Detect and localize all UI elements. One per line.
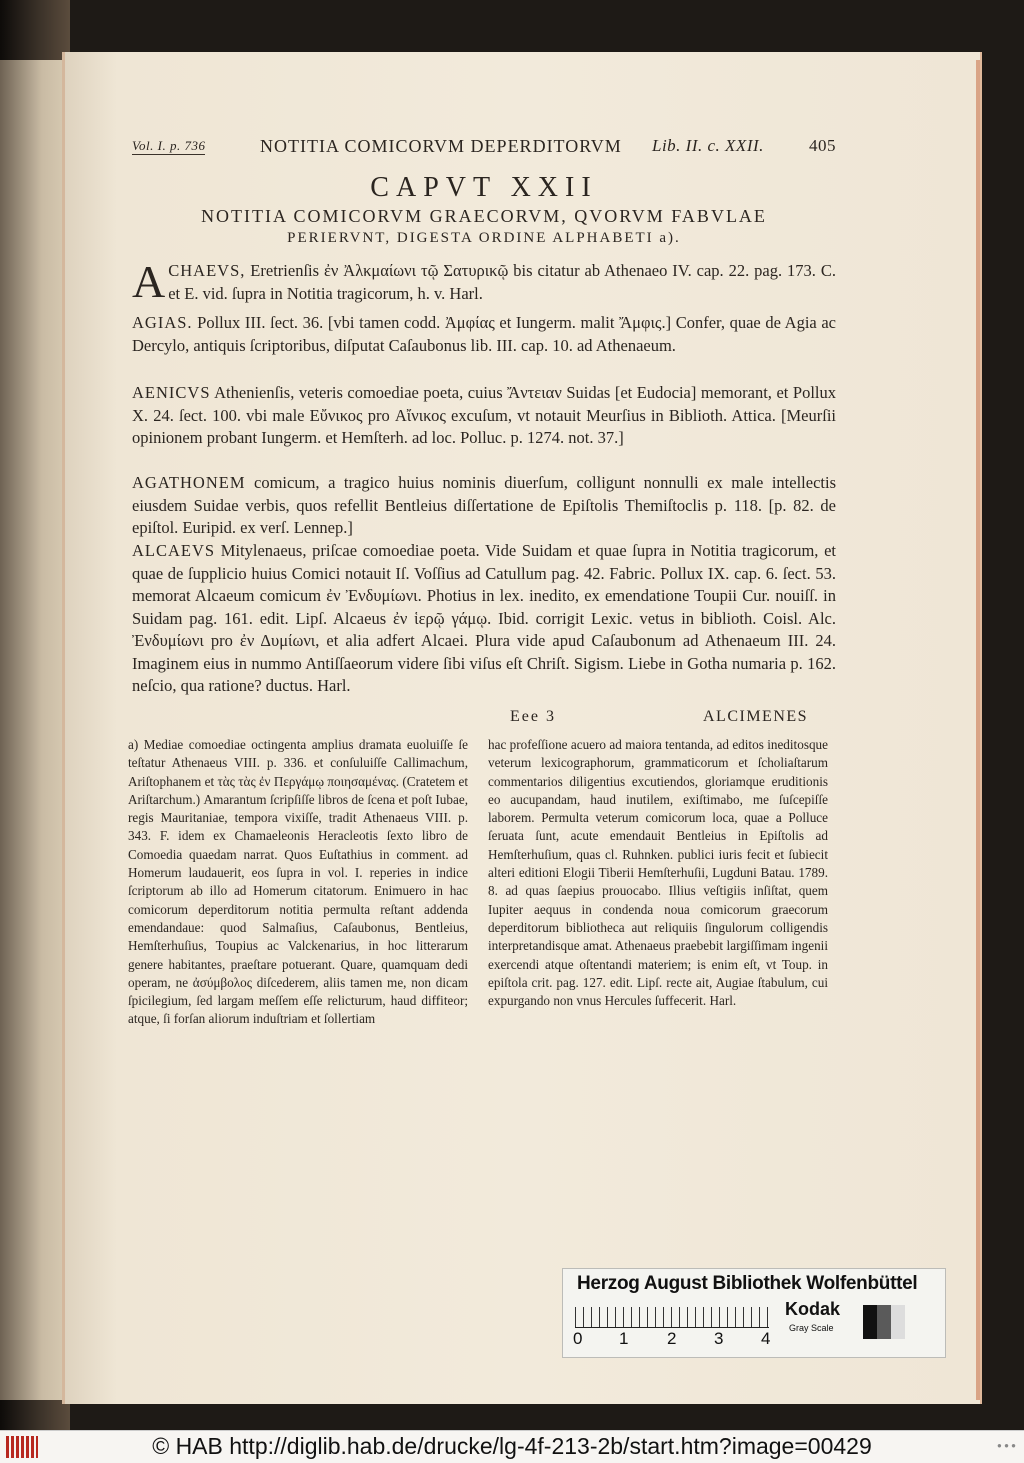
chapter-heading: CAPVT XXII <box>370 172 598 203</box>
entry-agathonem <box>132 472 836 540</box>
footer-dots-icon: ● ● ● <box>997 1441 1016 1450</box>
entry-headword: AGATHONEM <box>132 473 246 492</box>
entry-headword: AENICVS <box>132 383 211 402</box>
entry-text: Eretrienſis ἐν Ἀλκμαίωνι τῷ Σατυρικῷ bis citatur ab Athenaeo IV. cap. 22. pag. 173. C. et E. vid. ſupra in Notitia tragicorum, h. v. Harl. <box>168 261 836 303</box>
ruler-number: 1 <box>619 1329 629 1348</box>
entry-headword: AGIAS. <box>132 313 193 332</box>
entry-text: Pollux III. ſect. 36. [vbi tamen codd. Ἀμφίας et Iungerm. malit Ἄμφις.] Confer, quae de Agia ac Dercylo, antiquis ſcriptoribus, diſputat Caſaubonus lib. III. cap. 10. ad Athenaeum. <box>132 313 836 355</box>
ruler-number: 2 <box>667 1329 677 1348</box>
drop-cap: A <box>132 256 166 307</box>
book-page <box>62 52 982 1404</box>
chapter-subtitle-line-2: PERIERVNT, DIGESTA ORDINE ALPHABETI a). <box>287 230 681 246</box>
previous-page-edge <box>0 60 70 1400</box>
entry-text: Athenienſis, veteris comoediae poeta, cuius Ἄντειαν Suidas [et Eudocia] memorant, et Pollux X. 24. ſect. 100. vbi male Εὔνικος pro Αἴνικος excuſum, vt notauit Meurſius in Biblioth. Attica. [Meurſii opinionem probant Iungerm. et Hemſterh. ad loc. Polluc. p. 1274. not. 37.] <box>132 383 836 447</box>
entry-agias <box>132 312 836 357</box>
gray-patch-mid <box>877 1305 891 1339</box>
color-target-card <box>562 1268 946 1358</box>
entry-alcaeus <box>132 540 836 698</box>
signature-mark: Eee 3 <box>510 708 556 725</box>
library-name: Herzog August Bibliothek Wolfenbüttel <box>577 1273 918 1294</box>
entry-aenicus <box>132 382 836 450</box>
footnote-right-column: hac profeſſione acuero ad maiora tentanda, ad editos ineditosque veterum lexicographorum, grammaticorum et ſcholiaſtarum commentarios diligentius excutiendos, gloriamque eruditionis eo aucupandam, haud inutilem, exiſtimabo, me ſuſcepiſſe laborem. Permulta veterum comicorum loca, quae a Polluce ſeruata ſunt, acute emendauit Bentleius in Epiſtolis ad Hemſterhuſium, quas cl. Ruhnken. publici iuris fecit et ſubiecit alteri editioni Elogii Tiberii Hemſterhuſii, Lugduni Batau. 1789. 8. ad quas ſaepius prouocabo. Illius veſtigiis inſiſtat, quem Iupiter aequus in condenda noua comicorum graecorum deperditorum bibliotheca aut reliquiis ſingulorum colligendis interpretandisque amat. Athenaeus praebebit largiſſimam ingenii exercendi atque oſtentandi materiem; is enim eſt, vt Toup. in epiſtola crit. pag. 127. edit. Lipſ. recte ait, Augiae ſtabulum, cui expurgando non vnus Hercules ſuffecerit. Harl. <box>488 737 828 1009</box>
running-head <box>132 136 836 160</box>
entry-text: Mitylenaeus, priſcae comoediae poeta. Vide Suidam et quae ſupra in Notitia tragicorum, et quae de ſupplicio huius Comici notauit Iſ. Voſſius ad Catullum pag. 42. Fabric. Pollux IX. cap. 6. ſect. 53. memorat Alcaeum comicum ἐν Ἐνδυμίωνι. Photius in lex. inedito, ex emendatione Toupii Cur. nouiſſ. in Suidam pag. 161. edit. Lipſ. Alcaeus ἐν ἱερῷ γάμῳ. Ibid. corrigit Lexic. vetus in biblioth. Coisl. Alc. Ἐνδυμίωνι pro ἐν Δυμίωνι, et alia adfert Alcaei. Plura vide apud Caſaubonum ad Athenaeum III. 24. Imaginem eius in nummo Antiſſaeorum videre ſibi viſus eſt Chriſt. Sigism. Liebe in Gotha numaria p. 162. neſcio, qua ratione? ductus. Harl. <box>132 541 836 695</box>
page-number: 405 <box>809 136 836 155</box>
entry-headword: CHAEVS, <box>168 261 246 280</box>
running-head-book-chapter: Lib. II. c. XXII. <box>652 136 764 155</box>
gray-scale-label: Gray Scale <box>789 1323 834 1333</box>
gray-patch-black <box>863 1305 877 1339</box>
chapter-subtitle-line-1: NOTITIA COMICORVM GRAECORVM, QVORVM FABVLAE <box>201 206 767 226</box>
catchword: ALCIMENES <box>703 708 809 725</box>
scale-ruler <box>575 1307 769 1328</box>
ruler-number: 3 <box>714 1329 724 1348</box>
entry-text: comicum, a tragico huius nominis diuerſum, colligunt nonnulli ex male intellectis eiusdem Suidae verbis, quos refellit Bentleius diſſertatione de Epiſtolis Themiſtoclis p. 118. [p. 82. de epiſtol. Euripid. ex verſ. Lennep.] <box>132 473 836 537</box>
entry-headword: ALCAEVS <box>132 541 216 560</box>
page-edge <box>976 60 980 1400</box>
running-head-volume-ref: Vol. I. p. 736 <box>132 138 206 153</box>
footer-bar <box>0 1430 1024 1463</box>
entry-achaeus <box>132 256 836 307</box>
kodak-brand: Kodak <box>785 1299 841 1319</box>
footer-credit-link[interactable]: © HAB http://diglib.hab.de/drucke/lg-4f-213-2b/start.htm?image=00429 <box>152 1433 872 1459</box>
running-head-title: NOTITIA COMICORVM DEPERDITORVM <box>260 136 622 156</box>
ruler-number: 4 <box>761 1329 771 1348</box>
footnote-left-column: a) Mediae comoediae octingenta amplius dramata euoluiſſe ſe teſtatur Athenaeus VIII. p. 336. et conſuluiſſe Callimachum, Ariſtophanem et τὰς τὰς ἐν Περγάμῳ ποιησαμένας. (Cratetem et Ariſtarchum.) Amarantum ſcripſiſſe libros de ſcena et poſt Iubae, regis Mauritaniae, tempora vixiſſe, tradit Athenaeus VIII. p. 343. F. idem ex Chamaeleonis Heracleotis ſexto libro de Comoedia quaedam narrat. Quos Euſtathius in comment. ad Homerum laudauerit, eos ſupra in vol. I. reperies in indice ſcriptorum ab illo ad Homerum citatorum. Enimuero in hac comicorum deperditorum notitia permulta reſtant addenda emendandaue: quod Salmaſius, Caſaubonus, Bentleius, Hemſterhuſius, Toupius ac Valckenarius, in hoc litterarum genere habitantes, praeſtare potuerant. Quare, quamquam dedi operam, ne ἀσύμβολος diſcederem, aliis tamen me, non dicam ſpicilegium, ſed largam meſſem eſſe relicturum, haud diffiteor; atque, ſi forſan aliorum induſtriam et ſollertiam <box>128 737 468 1027</box>
ruler-number: 0 <box>573 1329 583 1348</box>
gray-patch-light <box>891 1305 905 1339</box>
